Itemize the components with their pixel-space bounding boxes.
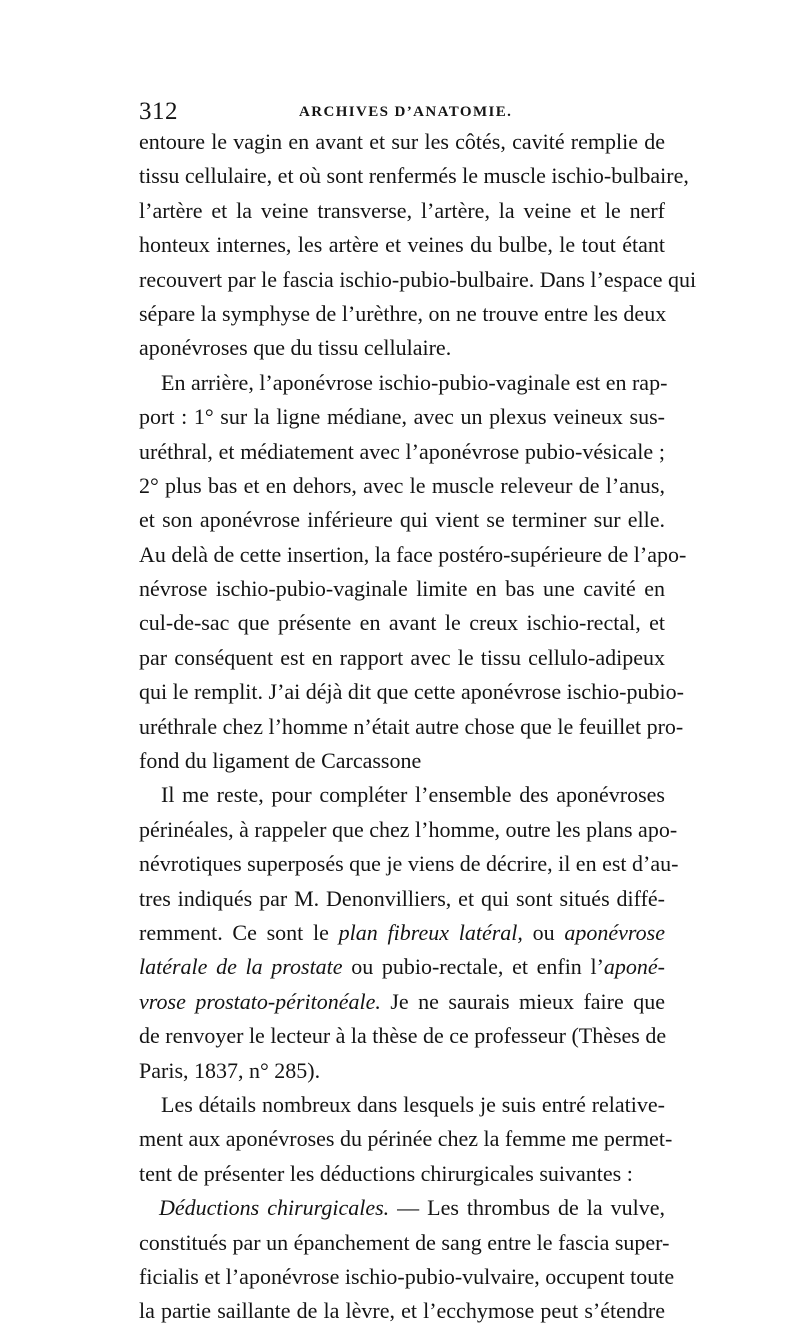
italic-term: vrose prostato-péritonéale.	[139, 988, 381, 1014]
body-text	[139, 125, 697, 1329]
text-line: port : 1° sur la ligne médiane, avec un plexus veineux sus-	[139, 404, 665, 430]
text-segment: Je ne saurais mieux faire que	[380, 988, 665, 1014]
text-line: aponévroses que du tissu cellulaire.	[139, 335, 452, 361]
text-line: entoure le vagin en avant et sur les côtés, cavité remplie de	[139, 129, 665, 154]
text-line: qui le remplit. J’ai déjà dit que cette aponévrose ischio-pubio-	[139, 679, 684, 705]
text-line: névrose ischio-pubio-vaginale limite en bas une cavité en	[139, 576, 665, 602]
text-line: uréthrale chez l’homme n’était autre chose que le feuillet pro-	[139, 713, 684, 739]
text-line: En arrière, l’aponévrose ischio-pubio-vaginale est en rap-	[161, 369, 668, 395]
italic-term: aponé-	[603, 954, 665, 980]
text-line: Paris, 1837, n° 285).	[139, 1057, 321, 1083]
text-line: par conséquent est en rapport avec le tissu cellulo-adipeux	[139, 644, 665, 670]
text-line	[139, 1191, 665, 1225]
text-line: périnéales, à rappeler que chez l’homme, outre les plans apo-	[139, 816, 678, 842]
text-line: l’artère et la veine transverse, l’artère, la veine et le nerf	[139, 197, 665, 223]
text-line: ment aux aponévroses du périnée chez la femme me permet-	[139, 1126, 673, 1152]
text-line: fond du ligament de Carcassone	[139, 748, 422, 774]
text-line: et son aponévrose inférieure qui vient se terminer sur elle.	[139, 507, 665, 533]
italic-term: latérale de la prostate	[139, 954, 343, 980]
text-line: ficialis et l’aponévrose ischio-pubio-vulvaire, occupent toute	[139, 1263, 675, 1289]
text-line	[139, 985, 665, 1019]
text-line: cul-de-sac que présente en avant le creux ischio-rectal, et	[139, 610, 665, 636]
text-line: Au delà de cette insertion, la face postéro-supérieure de l’apo-	[139, 541, 687, 567]
page-number: 312	[139, 98, 178, 125]
text-line: la partie saillante de la lèvre, et l’ecchymose peut s’étendre	[139, 1298, 665, 1324]
text-line: Il me reste, pour compléter l’ensemble des aponévroses	[161, 782, 665, 808]
text-line: 2° plus bas et en dehors, avec le muscle releveur de l’anus,	[139, 472, 665, 498]
text-line: honteux internes, les artère et veines du bulbe, le tout étant	[139, 232, 665, 258]
text-line: tent de présenter les déductions chirurgicales suivantes :	[139, 1160, 633, 1186]
text-line	[139, 916, 665, 950]
text-line: névrotiques superposés que je viens de décrire, il en est d’au-	[139, 851, 679, 877]
italic-term: aponévrose	[564, 919, 666, 945]
text-segment: — Les thrombus de la vulve,	[389, 1195, 665, 1221]
text-line: tres indiqués par M. Denonvilliers, et qui sont situés diffé-	[139, 885, 665, 911]
section-heading: Déductions chirurgicales.	[159, 1195, 390, 1221]
text-line: de renvoyer le lecteur à la thèse de ce professeur (Thèses de	[139, 1023, 667, 1049]
text-line: constitués par un épanchement de sang entre le fascia super-	[139, 1229, 670, 1255]
running-head	[139, 97, 665, 127]
text-line: recouvert par le fascia ischio-pubio-bulbaire. Dans l’espace qui	[139, 266, 697, 292]
text-segment: ou pubio-rectale, et enfin l’	[342, 954, 604, 980]
text-line: tissu cellulaire, et où sont renfermés le muscle ischio-bulbaire,	[139, 163, 689, 189]
text-line: sépare la symphyse de l’urèthre, on ne trouve entre les deux	[139, 300, 667, 326]
text-line	[139, 950, 665, 984]
text-segment: remment. Ce sont le	[139, 919, 339, 945]
italic-term: plan fibreux latéral,	[338, 919, 523, 945]
text-line: Les détails nombreux dans lesquels je suis entré relative-	[161, 1091, 665, 1117]
running-title: ARCHIVES D’ANATOMIE.	[299, 104, 513, 120]
text-segment: ou	[522, 919, 565, 945]
text-line: uréthral, et médiatement avec l’aponévrose pubio-vésicale ;	[139, 438, 665, 464]
